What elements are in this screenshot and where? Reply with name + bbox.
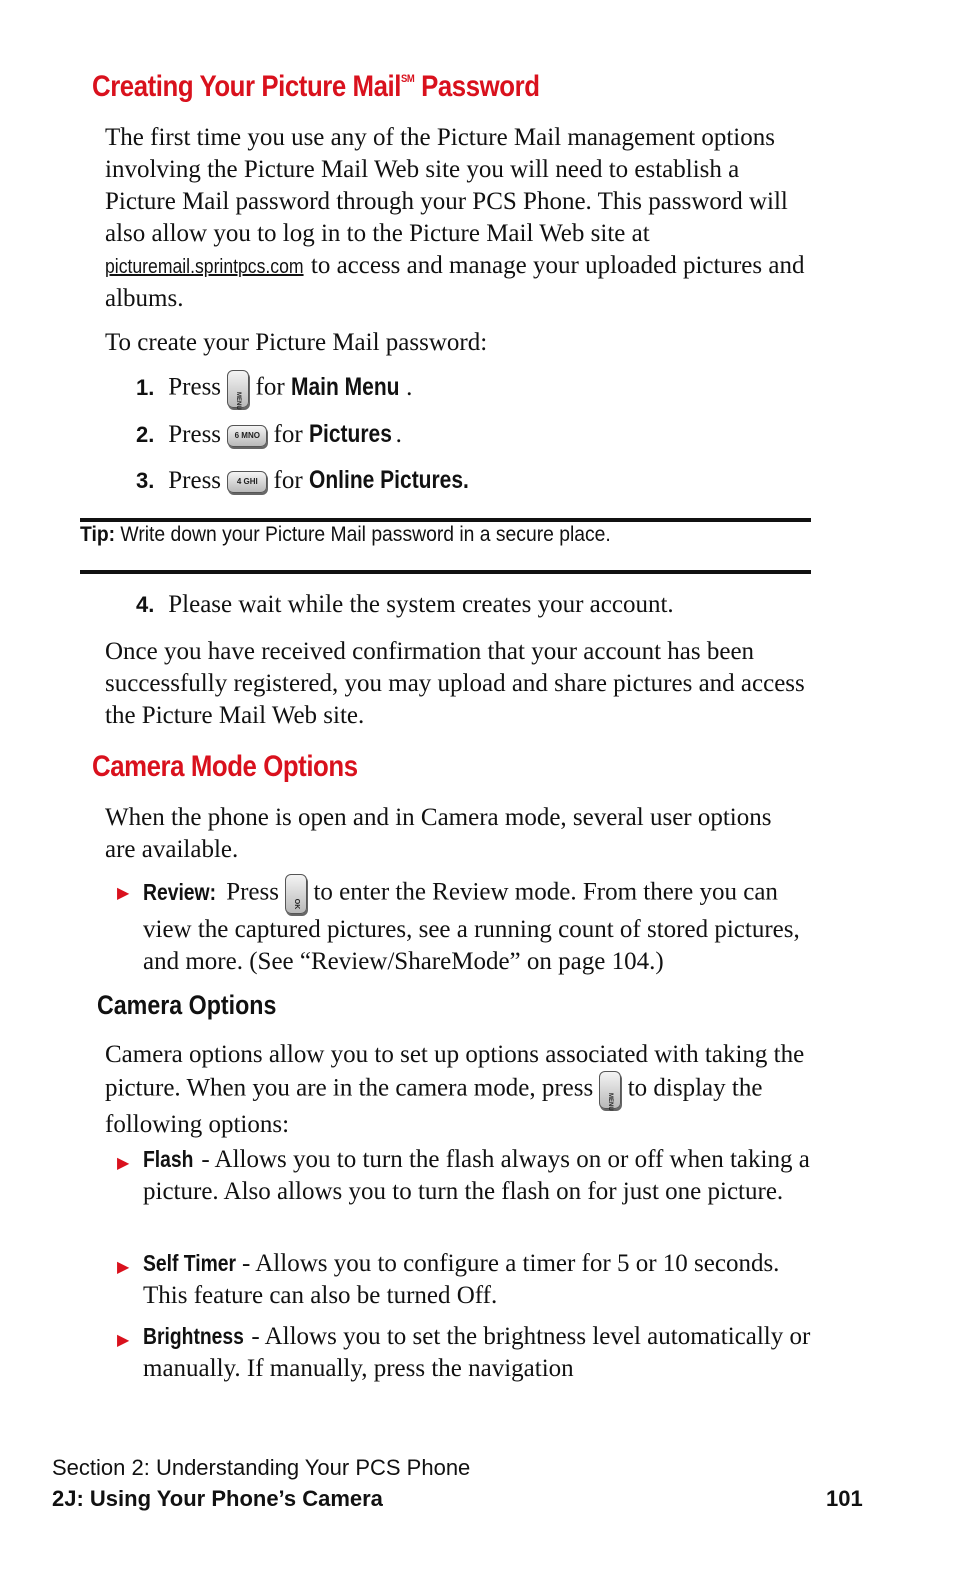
four-key-icon: 4 GHI xyxy=(227,471,267,493)
step-4: 4. Please wait while the system creates your account. xyxy=(136,591,674,618)
footer-section: Section 2: Understanding Your PCS Phone xyxy=(52,1455,471,1480)
review-item: Review: Press OK to enter the Review mode. From there you can view the captured pictures, see a running count of stored pictures, and more. (See “Review/ShareMode” on page 104.) xyxy=(143,874,815,978)
page-number: 101 xyxy=(826,1486,863,1511)
bullet-arrow-icon: ▶ xyxy=(117,1155,130,1172)
six-key-icon: 6 MNO xyxy=(227,425,267,447)
menu-key-icon: MENU xyxy=(227,370,249,408)
intro-paragraph: The first time you use any of the Picture Mail management options involving the Picture Mail Web site you will need to establish a Picture Mail password through your PCS Phone. This password will also allow you to log in to the Picture Mail Web site at picturemail.sprintpcs.com to access and manage your uploaded pictures and albums. xyxy=(105,124,805,312)
option-flash: Flash - Allows you to turn the flash always on or off when taking a picture. Also allows you to turn the flash on for just one picture. xyxy=(143,1146,810,1205)
option-brightness: Brightness - Allows you to set the brightness level automatically or manually. If manually, press the navigation xyxy=(143,1323,811,1382)
confirmation-paragraph: Once you have received confirmation that your account has been successfully registered, you may upload and share pictures and access the Picture Mail Web site. xyxy=(105,638,805,729)
bullet-arrow-icon: ▶ xyxy=(117,1259,130,1276)
tip-bottom-rule xyxy=(80,570,811,574)
ok-key-icon: OK xyxy=(285,874,307,914)
step-2: 2. Press 6 MNO for Pictures . xyxy=(136,420,402,448)
tip-top-rule xyxy=(80,518,811,522)
section-title-camera-mode-options: Camera Mode Options xyxy=(92,750,358,783)
camera-mode-intro: When the phone is open and in Camera mode, several user options are available. xyxy=(105,804,772,863)
tip-box: Tip: Write down your Picture Mail password in a secure place. xyxy=(80,523,611,546)
option-self-timer: Self Timer - Allows you to configure a timer for 5 or 10 seconds. This feature can also be turned Off. xyxy=(143,1250,780,1309)
section-title-picture-mail-password: Creating Your Picture Mail℠ Password xyxy=(92,70,540,103)
bullet-arrow-icon: ▶ xyxy=(117,1332,130,1349)
step-1: 1. Press MENU for Main Menu . xyxy=(136,370,412,408)
subsection-title-camera-options: Camera Options xyxy=(97,990,277,1020)
camera-options-intro: Camera options allow you to set up options associated with taking the picture. When you are in the camera mode, press MENU to display the following options: xyxy=(105,1041,805,1138)
bullet-arrow-icon: ▶ xyxy=(117,885,130,902)
picture-mail-link[interactable]: picturemail.sprintpcs.com xyxy=(105,256,304,278)
menu-key-icon: MENU xyxy=(599,1071,621,1109)
step-3: 3. Press 4 GHI for Online Pictures. xyxy=(136,466,469,494)
lead-text: To create your Picture Mail password: xyxy=(105,329,488,356)
footer-chapter: 2J: Using Your Phone’s Camera xyxy=(52,1486,383,1511)
